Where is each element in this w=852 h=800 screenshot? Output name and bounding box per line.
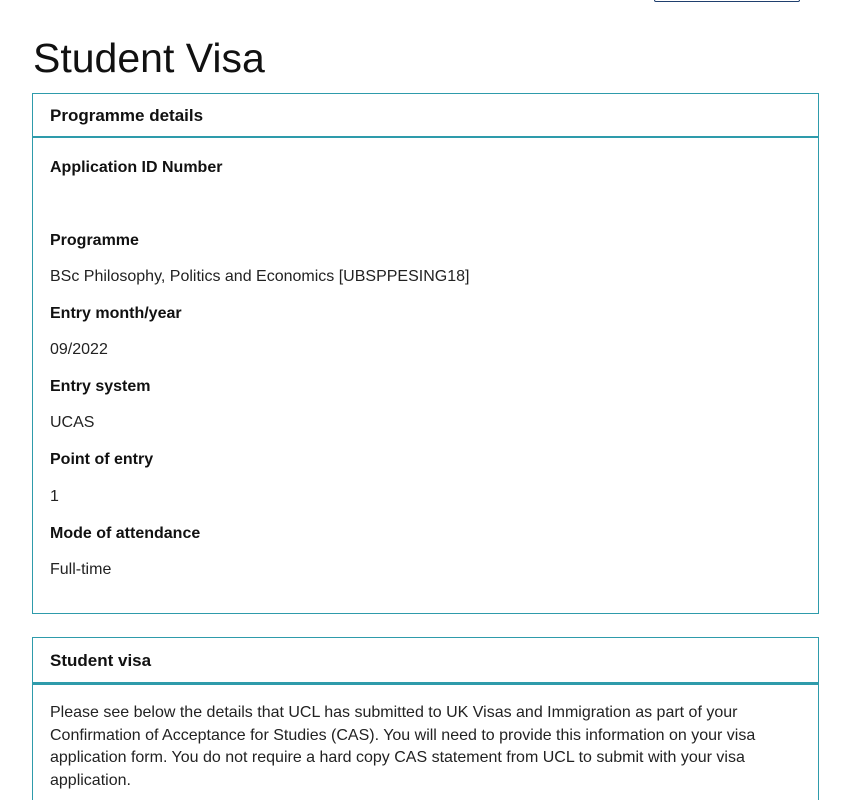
student-visa-panel [32, 637, 819, 800]
page-title: Student Visa [33, 35, 265, 81]
point-of-entry-label: Point of entry [50, 451, 154, 468]
entry-system-label: Entry system [50, 378, 151, 395]
student-visa-heading: Student visa [33, 638, 818, 685]
mode-of-attendance-label: Mode of attendance [50, 525, 201, 542]
student-visa-intro-text: Please see below the details that UCL has submitted to UK Visas and Immigration as part of your Confirmation of Acceptance for Studies (CAS). You will need to provide this information on your visa application form. You do not require a hard copy CAS statement from UCL to submit with your visa application. [50, 704, 756, 790]
point-of-entry-value: 1 [50, 488, 59, 505]
mode-of-attendance-value: Full-time [50, 561, 112, 578]
entry-system-value: UCAS [50, 414, 95, 431]
programme-label: Programme [50, 232, 139, 249]
programme-details-panel [32, 93, 819, 614]
entry-month-year-label: Entry month/year [50, 305, 182, 322]
entry-month-year-value: 09/2022 [50, 341, 108, 358]
top-action-button[interactable] [654, 0, 800, 2]
application-id-label: Application ID Number [50, 159, 223, 176]
programme-details-heading: Programme details [33, 94, 818, 138]
programme-value: BSc Philosophy, Politics and Economics [UBSPPESING18] [50, 268, 470, 285]
